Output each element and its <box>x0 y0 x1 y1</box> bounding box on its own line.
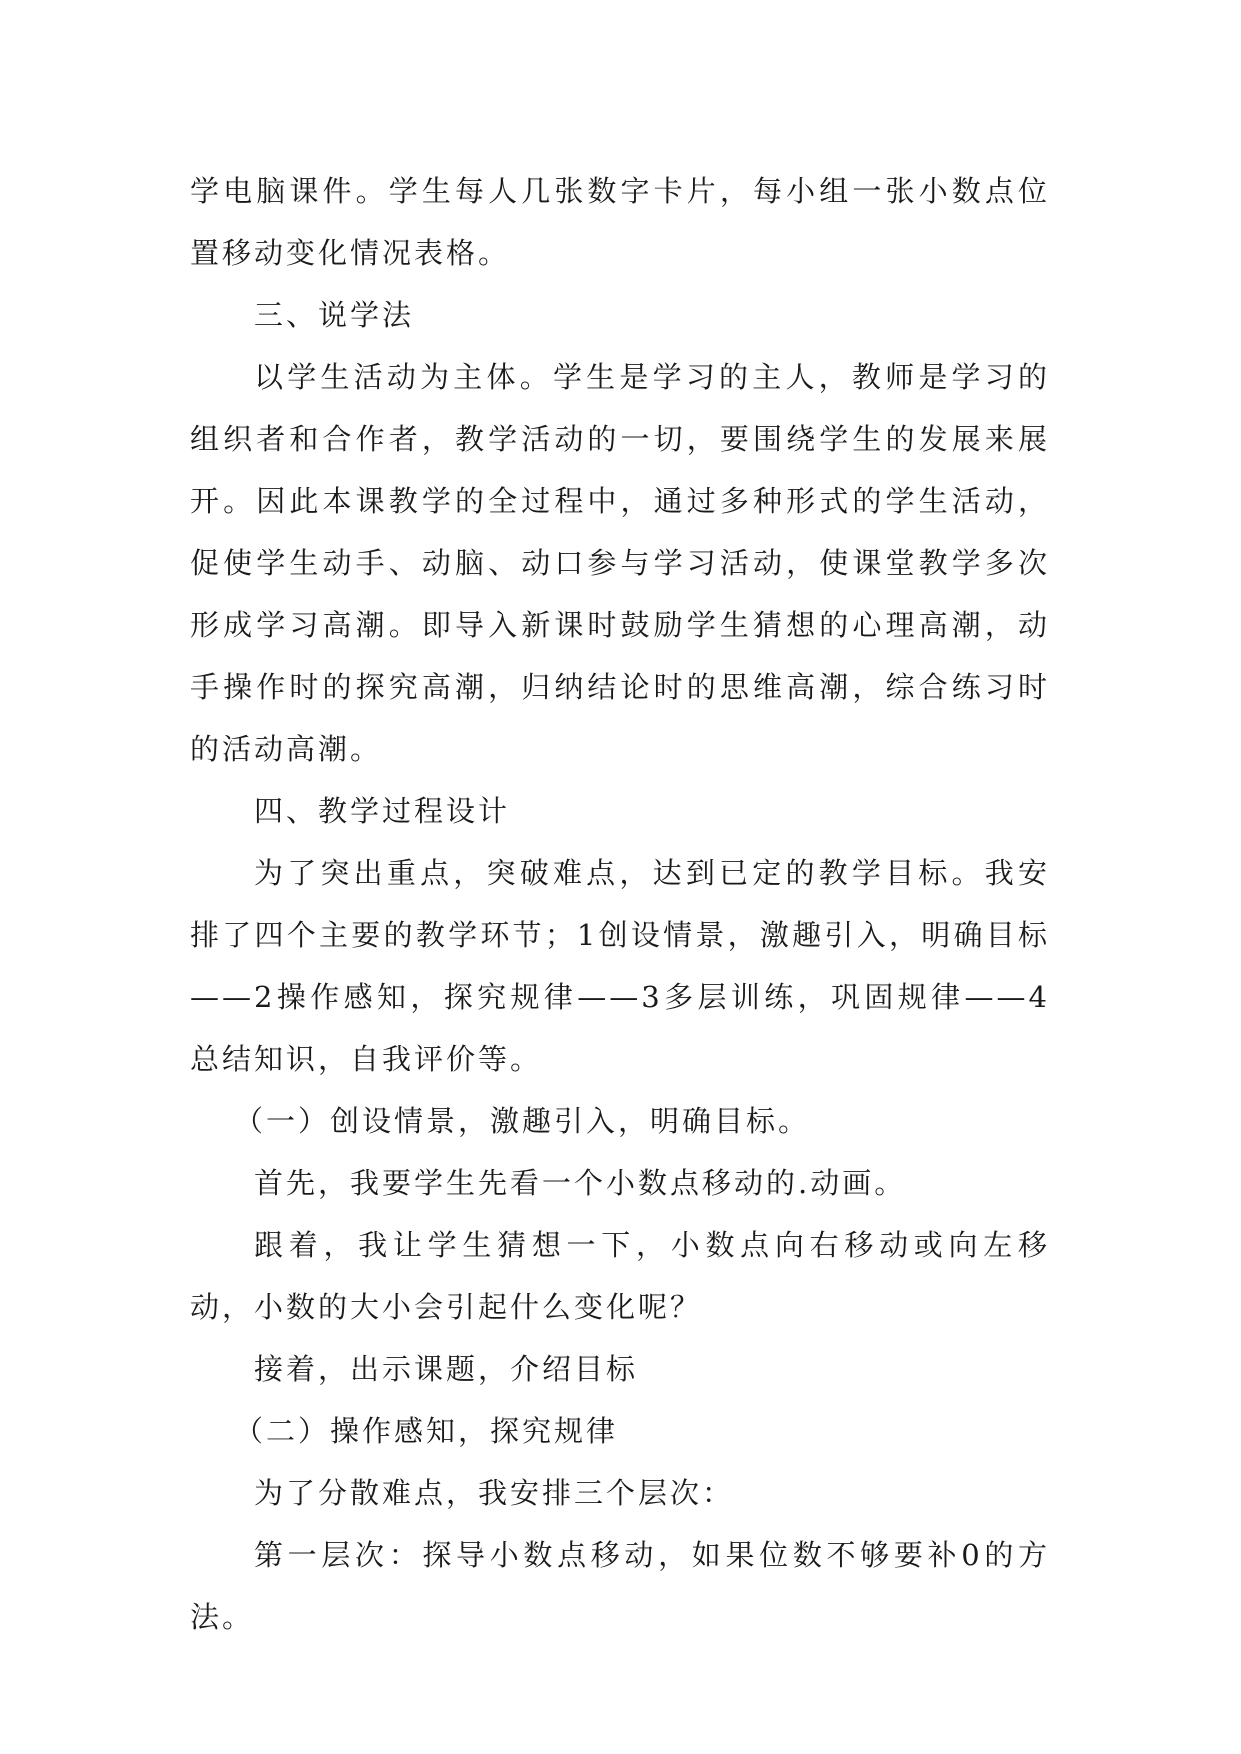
paragraph-learning-method: 以学生活动为主体。学生是学习的主人，教师是学习的组织者和合作者，教学活动的一切，要围绕学生的发展来展开。因此本课教学的全过程中，通过多种形式的学生活动，促使学生动手、动脑、动口参与学习活动，使课堂教学多次形成学习高潮。即导入新课时鼓励学生猜想的心理高潮，动手操作时的探究高潮，归纳结论时的思维高潮，综合练习时的活动高潮。 <box>190 360 1050 766</box>
section-heading-learning-method: 三、说学法 <box>254 298 415 332</box>
subheading-step-two: （二）操作感知，探究规律 <box>234 1414 619 1448</box>
paragraph-level-one: 第一层次：探导小数点移动，如果位数不够要补0的方法。 <box>190 1538 1050 1634</box>
paragraph-next: 接着，出示课题，介绍目标 <box>254 1352 639 1386</box>
paragraph-then: 跟着，我让学生猜想一下，小数点向右移动或向左移动，小数的大小会引起什么变化呢？ <box>190 1228 1050 1324</box>
paragraph-levels: 为了分散难点，我安排三个层次： <box>254 1476 735 1510</box>
document-body <box>190 160 1050 1648</box>
paragraph-teaching-steps: 为了突出重点，突破难点，达到已定的教学目标。我安排了四个主要的教学环节；1创设情景，激趣引入，明确目标——2操作感知，探究规律——3多层训练，巩固规律——4总结知识，自我评价等。 <box>190 856 1050 1076</box>
section-heading-teaching-process: 四、教学过程设计 <box>254 794 511 828</box>
paragraph-first: 首先，我要学生先看一个小数点移动的.动画。 <box>254 1166 907 1200</box>
paragraph-continuation: 学电脑课件。学生每人几张数字卡片，每小组一张小数点位置移动变化情况表格。 <box>190 174 1050 270</box>
subheading-step-one: （一）创设情景，激趣引入，明确目标。 <box>234 1104 811 1138</box>
